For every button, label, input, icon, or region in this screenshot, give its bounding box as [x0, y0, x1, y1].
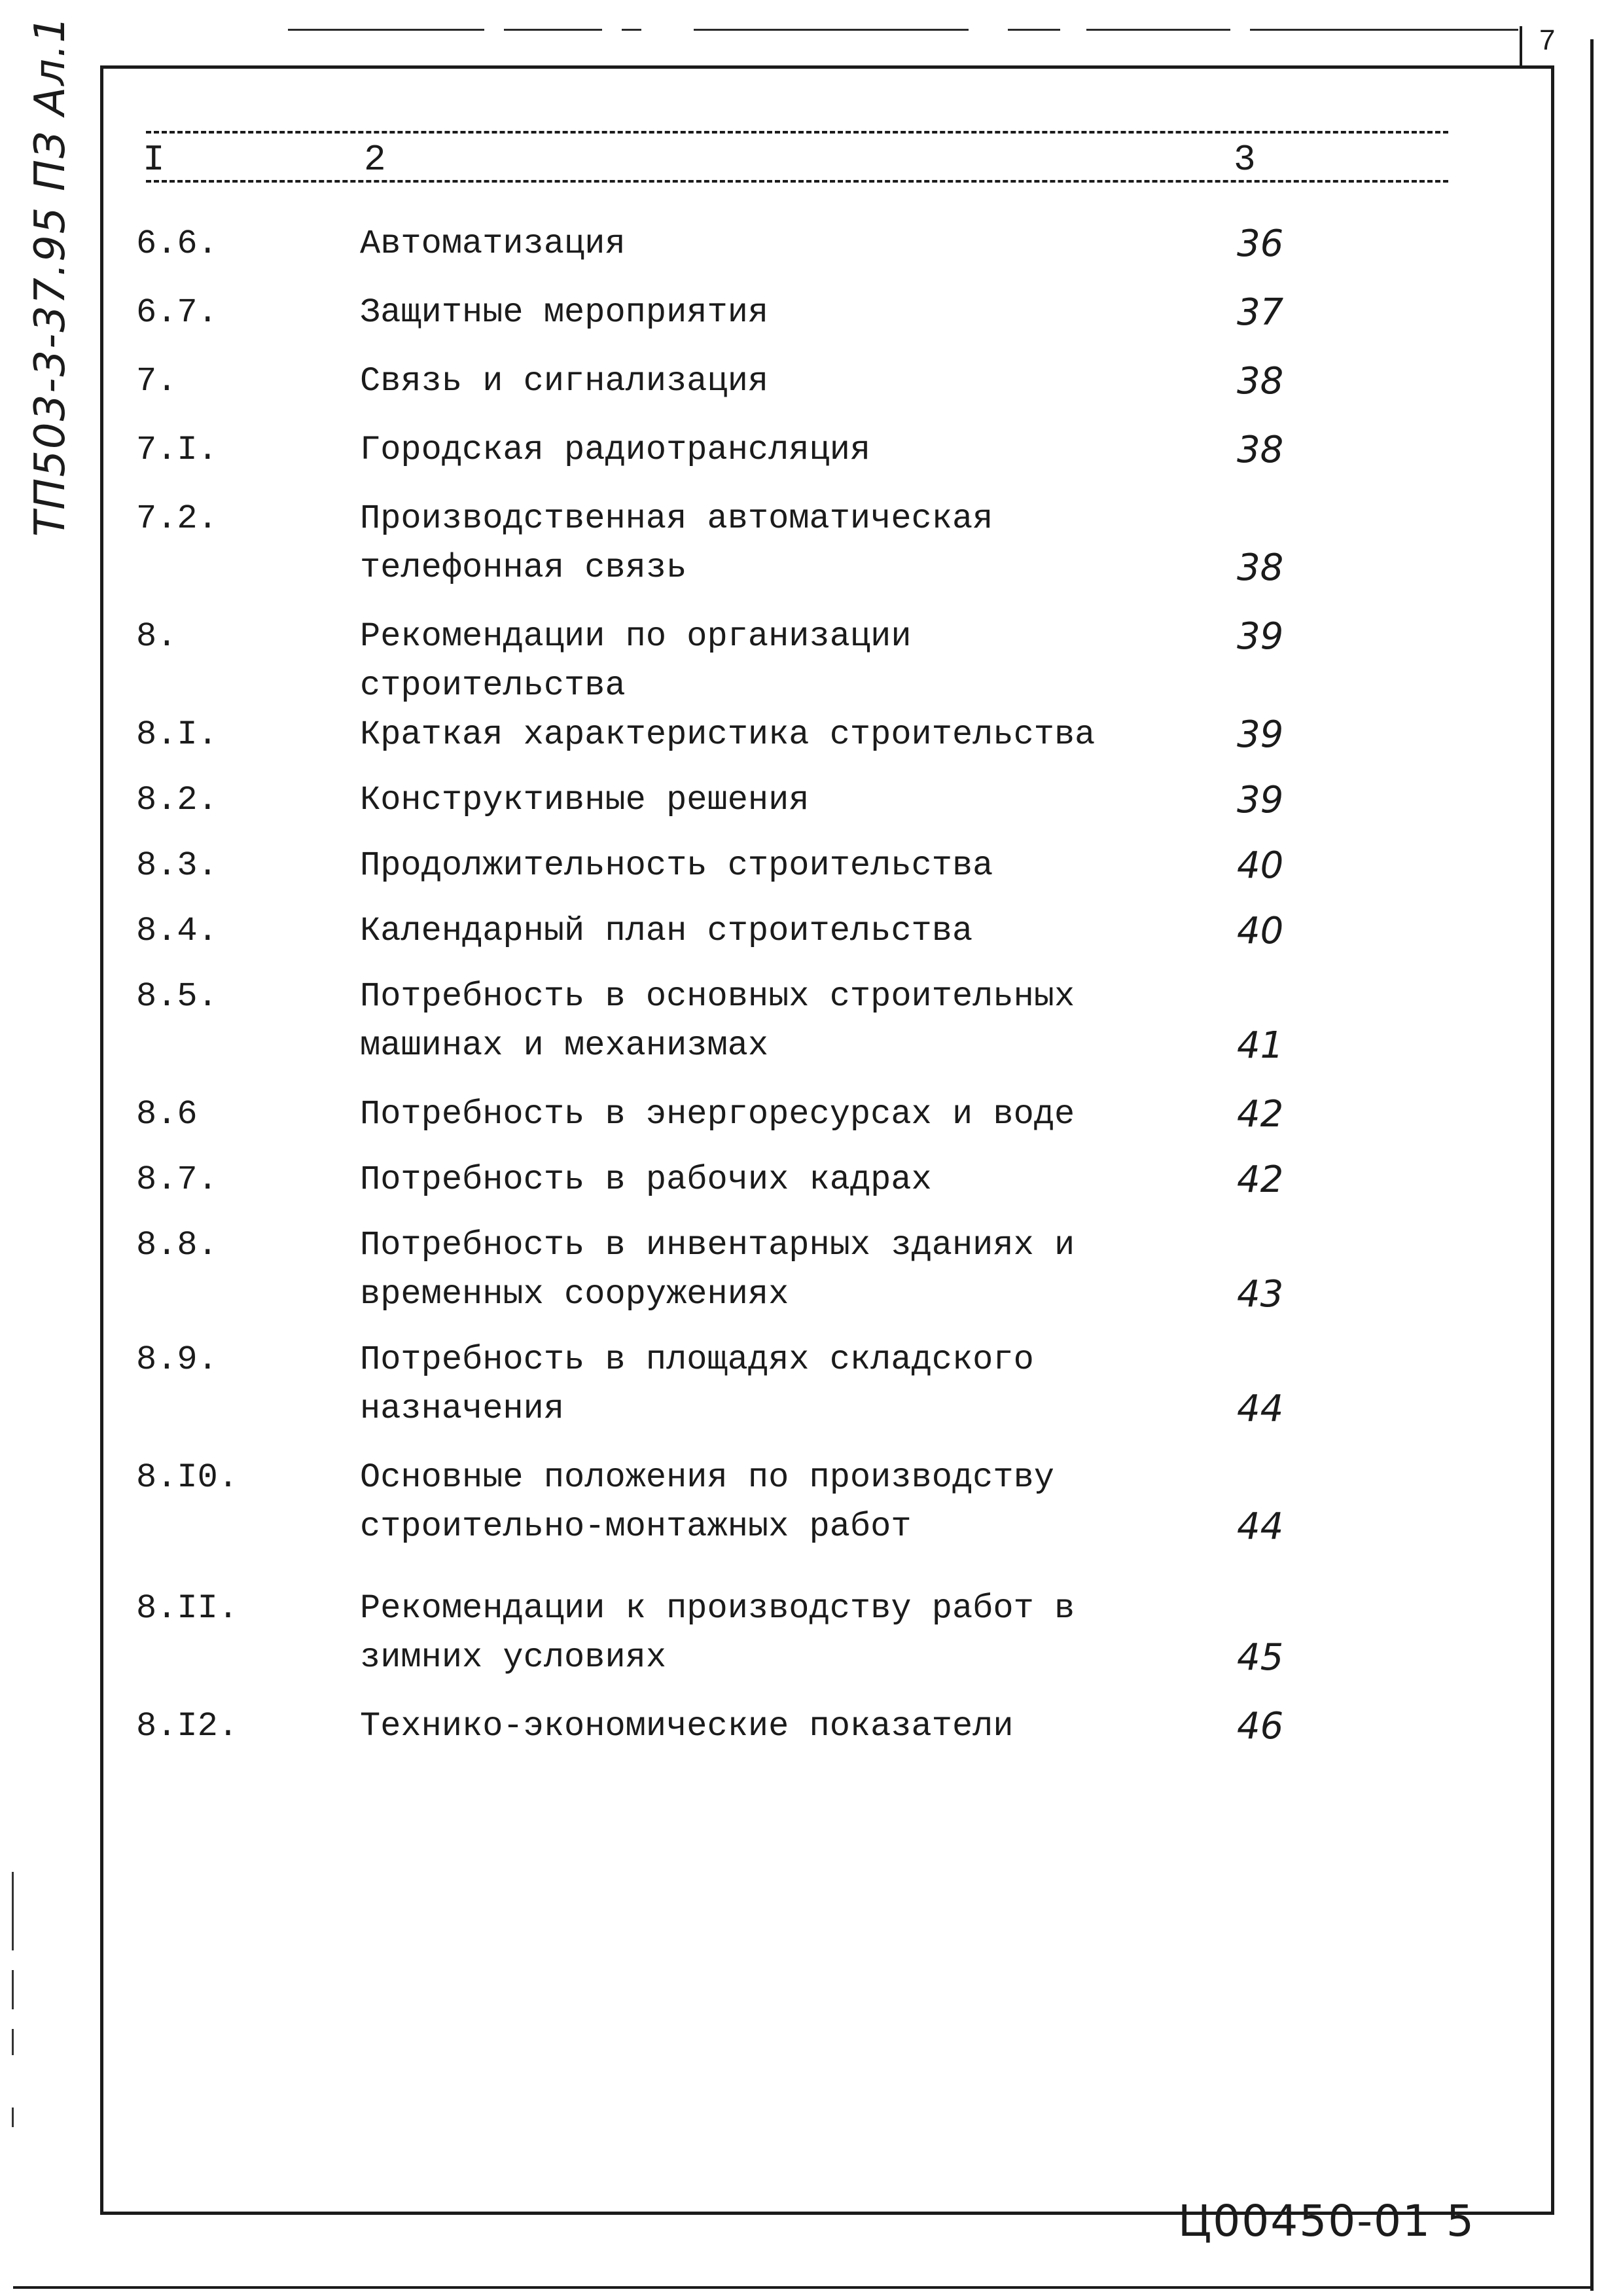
section-number: 8.5.	[136, 977, 218, 1016]
frame-bottom-edge	[13, 2286, 1594, 2289]
section-title: Потребность в основных строительных машинах и механизмах	[360, 977, 1075, 1065]
section-title: Рекомендации к производству работ в зимних условиях	[360, 1589, 1075, 1677]
header-rule-bottom	[146, 180, 1448, 183]
page-number: 42	[1237, 1093, 1284, 1136]
section-title: Технико-экономические показатели	[360, 1707, 1014, 1746]
section-number: 8.2.	[136, 781, 218, 819]
top-edge-line	[1250, 29, 1518, 31]
top-edge-line	[1008, 29, 1060, 31]
page-number: 36	[1237, 223, 1284, 265]
sheet-number: 7	[1520, 26, 1590, 65]
section-number: 6.6.	[136, 224, 218, 263]
section-title: Городская радиотрансляция	[360, 431, 871, 469]
left-edge-line	[12, 1872, 14, 1950]
header-col-1: I	[143, 139, 165, 181]
section-number: 7.I.	[136, 431, 218, 469]
page-number: 44	[1237, 1505, 1284, 1548]
page-number: 44	[1237, 1388, 1284, 1430]
header-rule-top	[146, 131, 1448, 134]
section-number: 8.3.	[136, 846, 218, 885]
page-number: 46	[1237, 1705, 1284, 1748]
section-title: Основные положения по производству строительно-монтажных работ	[360, 1458, 1054, 1546]
page-number: 39	[1237, 713, 1284, 756]
section-title: Потребность в энергоресурсах и воде	[360, 1095, 1075, 1134]
page-number: 38	[1237, 429, 1284, 471]
section-title: Защитные мероприятия	[360, 293, 769, 332]
page-number: 42	[1237, 1158, 1284, 1201]
page-number: 40	[1237, 910, 1284, 952]
section-number: 8.I0.	[136, 1458, 239, 1497]
section-title: Краткая характеристика строительства	[360, 715, 1096, 754]
page-number: 40	[1237, 844, 1284, 887]
section-number: 8.7.	[136, 1160, 218, 1199]
left-edge-line	[12, 2108, 14, 2127]
page-number: 43	[1237, 1273, 1284, 1316]
document-code-vertical: ТП503-3-37.95 ПЗ Ал.1	[26, 14, 75, 537]
section-title: Потребность в рабочих кадрах	[360, 1160, 932, 1199]
section-number: 8.	[136, 617, 177, 656]
left-edge-line	[12, 1970, 14, 2009]
section-number: 8.4.	[136, 912, 218, 950]
page-number: 39	[1237, 615, 1284, 658]
section-number: 7.	[136, 362, 177, 401]
section-number: 8.8.	[136, 1226, 218, 1265]
section-number: 8.6	[136, 1095, 198, 1134]
page-number: 39	[1237, 779, 1284, 821]
frame-right-edge	[1590, 39, 1594, 2291]
header-col-2: 2	[364, 139, 386, 181]
section-title: Производственная автоматическая телефонная связь	[360, 499, 993, 587]
page-number: 38	[1237, 547, 1284, 589]
section-title: Конструктивные решения	[360, 781, 810, 819]
top-edge-line	[504, 29, 602, 31]
top-edge-line	[288, 29, 484, 31]
section-number: 6.7.	[136, 293, 218, 332]
section-number: 8.II.	[136, 1589, 239, 1628]
page-number: 37	[1237, 291, 1284, 334]
page-number: 38	[1237, 360, 1284, 403]
section-title: Продолжительность строительства	[360, 846, 993, 885]
section-title: Автоматизация	[360, 224, 626, 263]
page-number: 41	[1237, 1024, 1284, 1067]
top-edge-line	[622, 29, 641, 31]
section-title: Потребность в инвентарных зданиях и временных сооружениях	[360, 1226, 1075, 1314]
archive-stamp: Ц00450-01 5	[1178, 2196, 1475, 2246]
section-number: 8.I.	[136, 715, 218, 754]
section-title: Календарный план строительства	[360, 912, 973, 950]
left-edge-line	[12, 2029, 14, 2055]
section-title: Потребность в площадях складского назначения	[360, 1340, 1034, 1428]
top-edge-line	[694, 29, 969, 31]
section-title: Связь и сигнализация	[360, 362, 769, 401]
section-title: Рекомендации по организации строительства	[360, 617, 912, 705]
header-col-3: 3	[1234, 139, 1256, 181]
section-number: 8.9.	[136, 1340, 218, 1379]
top-edge-line	[1086, 29, 1230, 31]
section-number: 7.2.	[136, 499, 218, 538]
section-number: 8.I2.	[136, 1707, 239, 1746]
page-number: 45	[1237, 1636, 1284, 1679]
